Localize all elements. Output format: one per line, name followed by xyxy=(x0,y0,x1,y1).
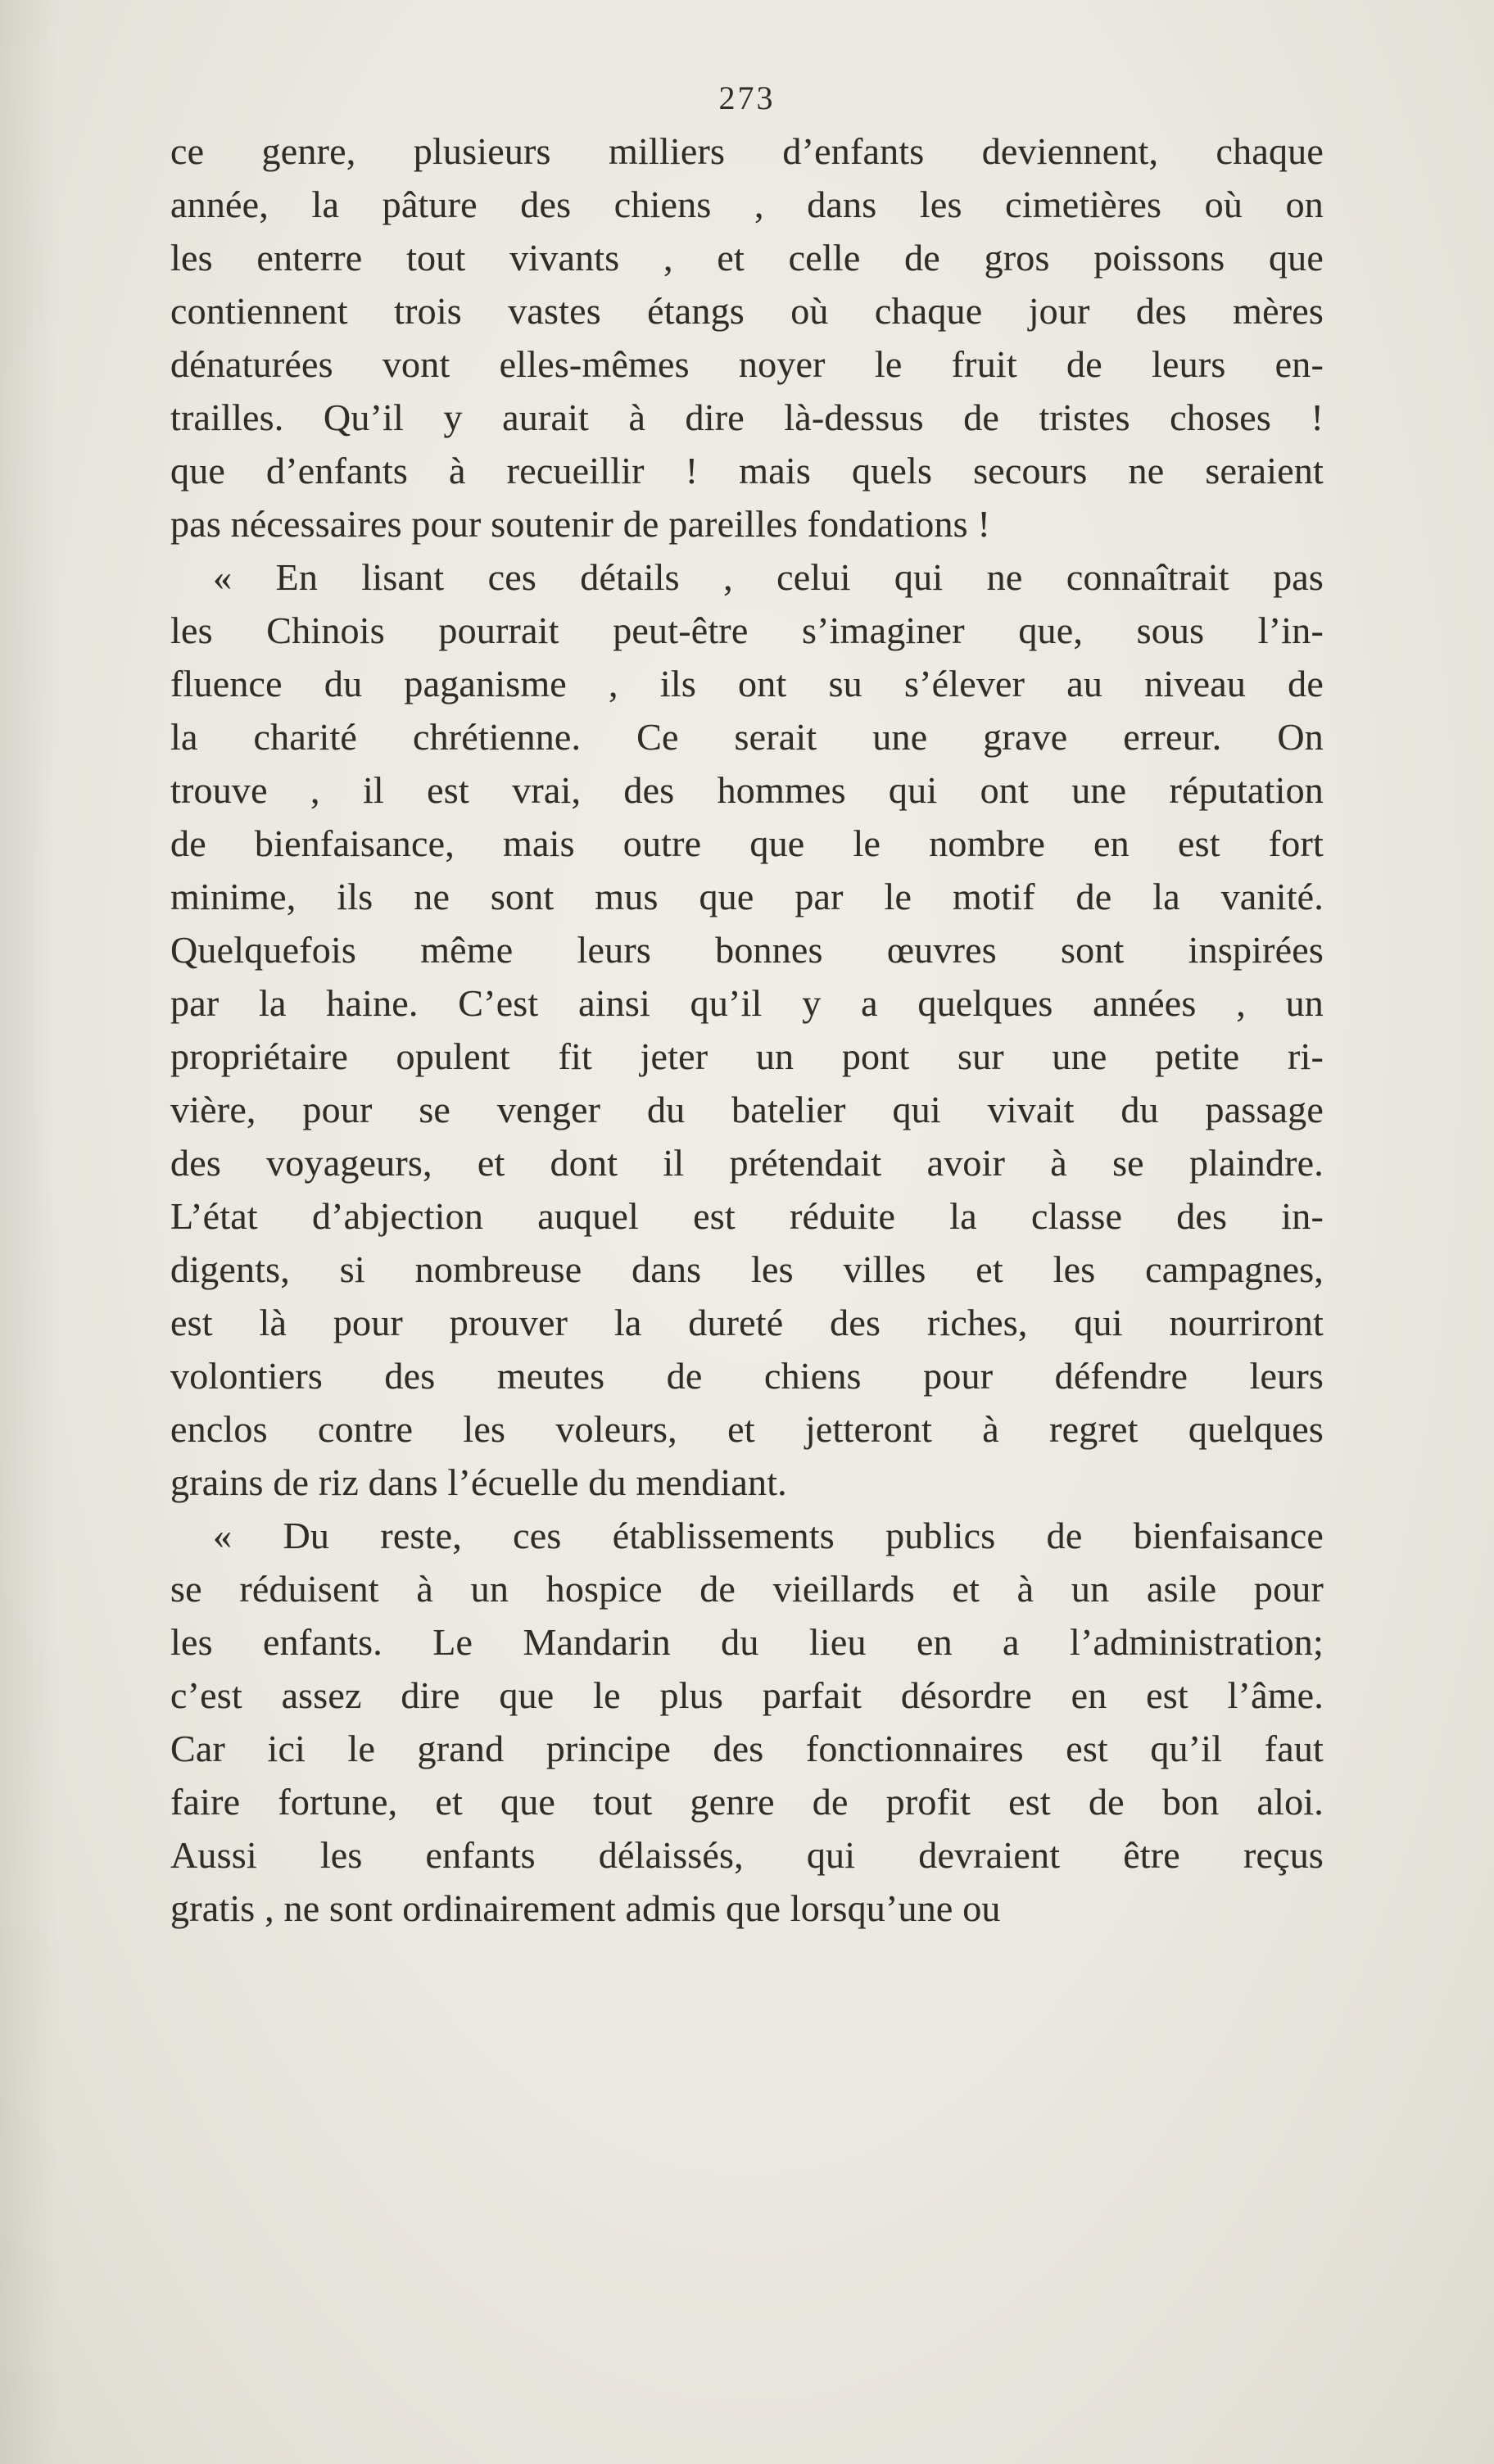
text-line: « En lisant ces détails , celui qui ne connaîtrait pas xyxy=(213,556,1324,598)
text-line: Car ici le grand principe des fonctionnaires est qu’il faut xyxy=(170,1728,1324,1769)
text-line: grains de riz dans l’écuelle du mendiant. xyxy=(170,1461,787,1503)
text-line: trailles. Qu’il y aurait à dire là-dessus de tristes choses ! xyxy=(170,396,1324,438)
text-line: les Chinois pourrait peut-être s’imaginer que, sous l’in- xyxy=(170,609,1324,651)
text-line: pas nécessaires pour soutenir de pareilles fondations ! xyxy=(170,503,990,545)
text-line: faire fortune, et que tout genre de profit est de bon aloi. xyxy=(170,1781,1324,1823)
text-line: se réduisent à un hospice de vieillards et à un asile pour xyxy=(170,1568,1324,1610)
text-line: gratis , ne sont ordinairement admis que lorsqu’une ou xyxy=(170,1887,1001,1929)
text-line: « Du reste, ces établissements publics de bienfaisance xyxy=(213,1515,1324,1556)
text-line: contiennent trois vastes étangs où chaque jour des mères xyxy=(170,290,1324,332)
page-number: 273 xyxy=(718,79,776,116)
text-line: la charité chrétienne. Ce serait une grave erreur. On xyxy=(170,716,1324,758)
text-line: Aussi les enfants délaissés, qui devraient être reçus xyxy=(170,1834,1324,1876)
text-line: dénaturées vont elles-mêmes noyer le fruit de leurs en- xyxy=(170,343,1324,385)
text-line: par la haine. C’est ainsi qu’il y a quelques années , un xyxy=(170,982,1324,1024)
text-line: enclos contre les voleurs, et jetteront à regret quelques xyxy=(170,1408,1324,1450)
text-block xyxy=(170,125,1324,1935)
text-line: que d’enfants à recueillir ! mais quels secours ne seraient xyxy=(170,450,1324,491)
text-line: trouve , il est vrai, des hommes qui ont une réputation xyxy=(170,769,1324,811)
text-line: les enfants. Le Mandarin du lieu en a l’administration; xyxy=(170,1621,1324,1663)
text-line: ce genre, plusieurs milliers d’enfants deviennent, chaque xyxy=(170,130,1324,172)
text-line: les enterre tout vivants , et celle de gros poissons que xyxy=(170,237,1324,279)
text-line: de bienfaisance, mais outre que le nombre en est fort xyxy=(170,822,1324,864)
text-line: est là pour prouver la dureté des riches, qui nourriront xyxy=(170,1302,1324,1343)
text-line: Quelquefois même leurs bonnes œuvres sont inspirées xyxy=(170,929,1324,971)
text-line: minime, ils ne sont mus que par le motif de la vanité. xyxy=(170,876,1324,917)
text-line: vière, pour se venger du batelier qui vivait du passage xyxy=(170,1089,1324,1130)
text-line: volontiers des meutes de chiens pour défendre leurs xyxy=(170,1355,1324,1397)
text-line: année, la pâture des chiens , dans les cimetières où on xyxy=(170,183,1324,225)
text-line: propriétaire opulent fit jeter un pont sur une petite ri- xyxy=(170,1035,1324,1077)
text-line: des voyageurs, et dont il prétendait avoir à se plaindre. xyxy=(170,1142,1324,1184)
text-line: L’état d’abjection auquel est réduite la classe des in- xyxy=(170,1195,1324,1237)
text-line: digents, si nombreuse dans les villes et les campagnes, xyxy=(170,1248,1324,1290)
text-line: fluence du paganisme , ils ont su s’élever au niveau de xyxy=(170,663,1324,704)
text-line: c’est assez dire que le plus parfait désordre en est l’âme. xyxy=(170,1674,1324,1716)
